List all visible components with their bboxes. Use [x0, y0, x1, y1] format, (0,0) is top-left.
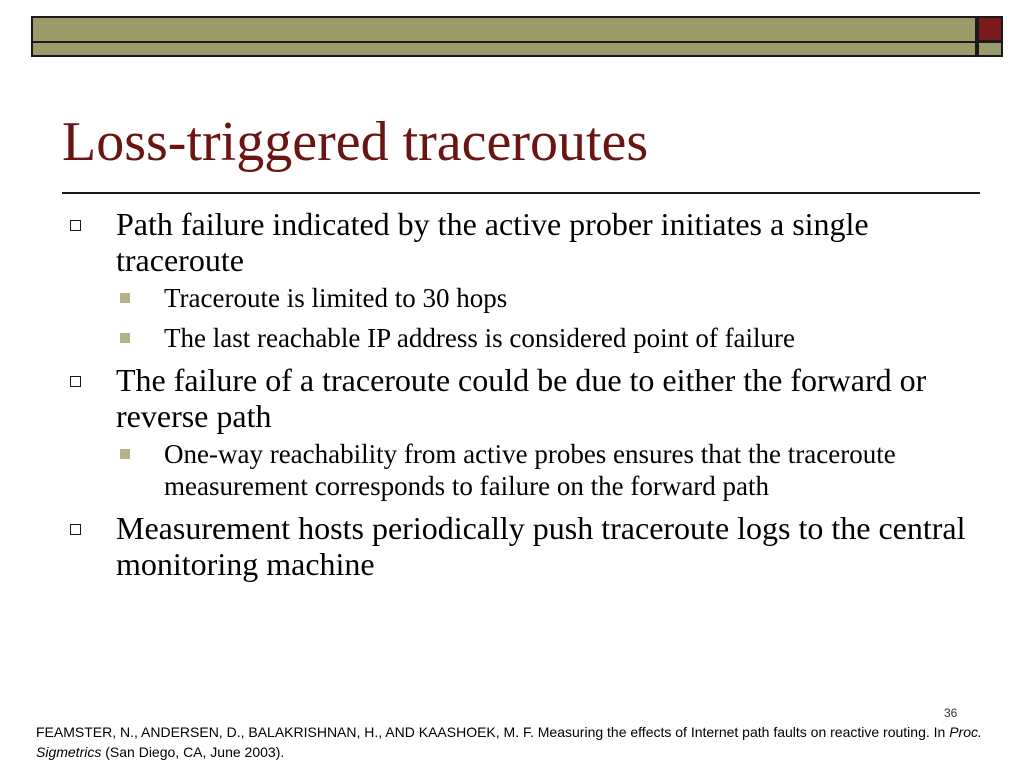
sub-bullet-item: [62, 282, 972, 314]
sub-bullet-text: One-way reachability from active probes ensures that the traceroute measurement corresponds to failure on the forward path: [164, 439, 896, 501]
bullet-text: Path failure indicated by the active prober initiates a single traceroute: [116, 206, 869, 278]
slide-title: Loss-triggered traceroutes: [62, 111, 649, 173]
citation-footnote: [36, 722, 996, 762]
footnote-text-end: (San Diego, CA, June 2003).: [101, 744, 285, 760]
footnote-text: FEAMSTER, N., ANDERSEN, D., BALAKRISHNAN, H., AND KAASHOEK, M. F. Measuring the effects of Internet path faults on reactive routing. In: [36, 724, 950, 740]
bullet-item: [62, 510, 972, 582]
header-bar: [31, 16, 977, 57]
header-bar-line: [33, 41, 975, 43]
bullet-item: [62, 362, 972, 434]
sub-bullet-text: Traceroute is limited to 30 hops: [164, 283, 508, 313]
sub-bullet-item: [62, 438, 972, 502]
slide-number: 36: [944, 706, 958, 720]
hollow-square-bullet-icon: [70, 220, 81, 231]
hollow-square-bullet-icon: [70, 376, 81, 387]
bullet-item: [62, 206, 972, 278]
filled-square-bullet-icon: [120, 333, 130, 343]
sub-bullet-item: [62, 322, 972, 354]
filled-square-bullet-icon: [120, 293, 130, 303]
title-divider: [62, 192, 980, 194]
sub-bullet-text: The last reachable IP address is considered point of failure: [164, 323, 796, 353]
bullet-text: Measurement hosts periodically push traceroute logs to the central monitoring machine: [116, 510, 966, 582]
header-corner-olive-square: [977, 41, 1003, 57]
hollow-square-bullet-icon: [70, 524, 81, 535]
header-corner-red-square: [977, 16, 1003, 42]
bullet-text: The failure of a traceroute could be due to either the forward or reverse path: [116, 362, 927, 434]
bullet-list: [62, 206, 972, 586]
filled-square-bullet-icon: [120, 449, 130, 459]
footnote-venue: Proc. Sigmetrics: [36, 724, 982, 760]
